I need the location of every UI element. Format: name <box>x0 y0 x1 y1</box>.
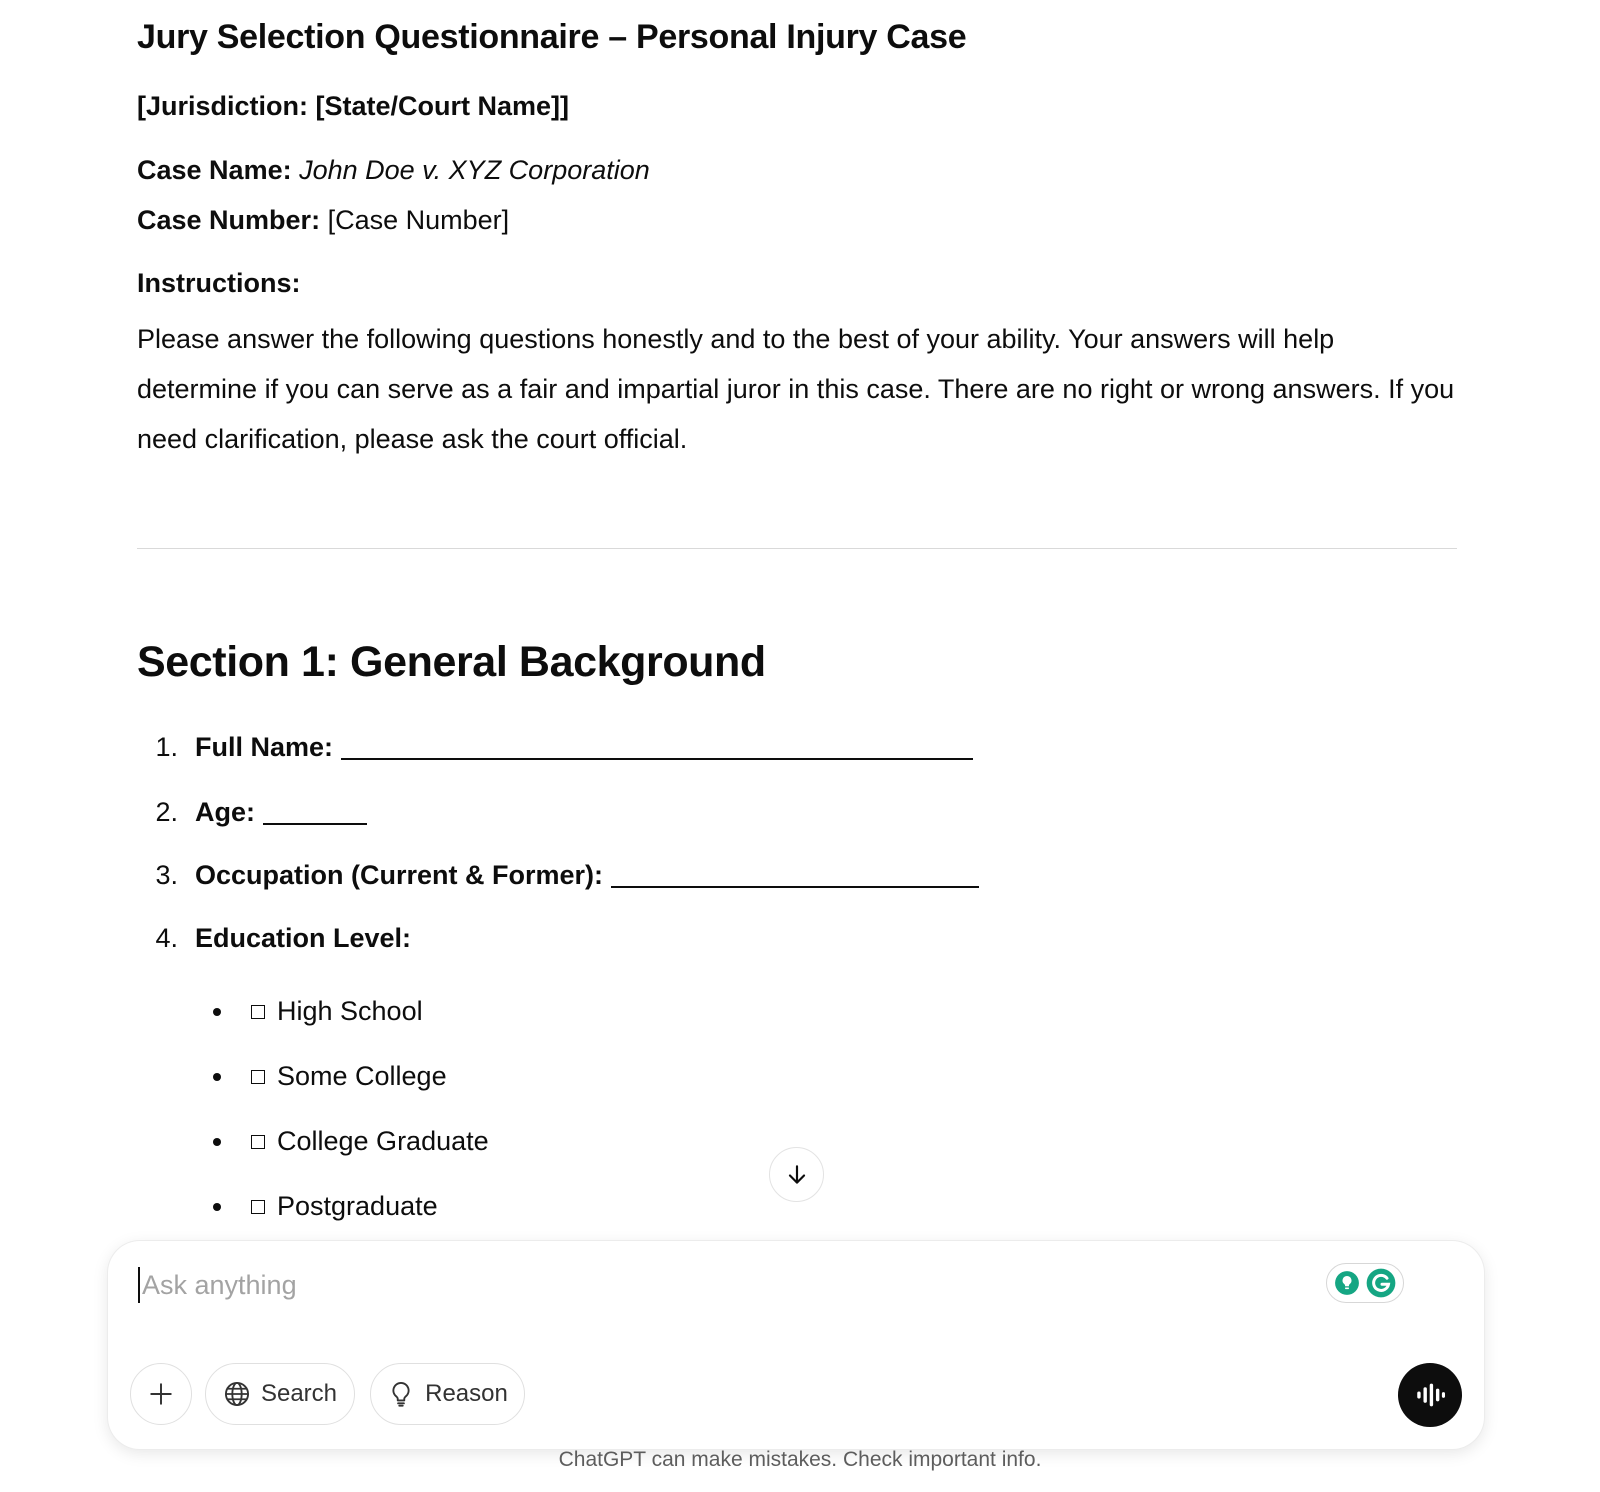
horizontal-divider <box>137 548 1457 549</box>
instructions-body: Please answer the following questions honestly and to the best of your ability. Your answers will help determine if you can serve as a fair and impartial juror in this case. There are no right or wrong answers. If you need clarification, please ask the court official. <box>137 324 1455 454</box>
education-option <box>213 1061 447 1092</box>
checkbox-icon <box>251 1070 265 1084</box>
education-option <box>213 1191 438 1222</box>
question-item <box>137 730 973 763</box>
question-label: Education Level: <box>195 923 412 953</box>
bullet-icon <box>213 1073 221 1081</box>
question-label: Full Name: <box>195 732 334 762</box>
question-item <box>137 858 979 891</box>
bullet-icon <box>213 1203 221 1211</box>
voice-waveform-icon <box>1413 1378 1447 1412</box>
search-button-label: Search <box>260 1380 338 1407</box>
question-item <box>137 923 411 954</box>
bullet-icon <box>213 1008 221 1016</box>
case-number-value: [Case Number] <box>327 205 510 235</box>
case-name-value: John Doe v. XYZ Corporation <box>299 155 650 185</box>
globe-icon <box>223 1380 251 1408</box>
education-option <box>213 1126 489 1157</box>
option-label: Postgraduate <box>277 1191 438 1221</box>
document-title: Jury Selection Questionnaire – Personal Injury Case <box>137 18 967 56</box>
answer-blank <box>341 734 973 760</box>
add-attachment-button[interactable] <box>130 1363 192 1425</box>
question-number: 3. <box>155 860 178 890</box>
question-label: Occupation (Current & Former): <box>195 860 604 890</box>
grammarly-icon[interactable] <box>1366 1268 1396 1298</box>
section-title: Section 1: General Background <box>137 638 766 686</box>
question-item <box>137 795 367 828</box>
question-number: 4. <box>155 923 178 953</box>
chat-composer <box>108 1241 1484 1449</box>
checkbox-icon <box>251 1135 265 1149</box>
reason-button[interactable] <box>370 1363 525 1425</box>
arrow-down-icon <box>784 1162 810 1188</box>
prompt-input[interactable] <box>138 1267 1242 1303</box>
option-label: College Graduate <box>277 1126 489 1156</box>
scroll-to-bottom-button[interactable] <box>769 1147 824 1202</box>
case-number-label: Case Number: <box>137 205 321 235</box>
grammarly-suggestion-icon[interactable] <box>1334 1270 1360 1296</box>
case-name-label: Case Name: <box>137 155 292 185</box>
plus-icon <box>148 1381 174 1407</box>
education-option <box>213 996 423 1027</box>
lightbulb-icon <box>387 1380 415 1408</box>
voice-mode-button[interactable] <box>1398 1363 1462 1427</box>
option-label: Some College <box>277 1061 447 1091</box>
grammarly-widget[interactable] <box>1326 1263 1404 1303</box>
answer-blank <box>611 862 979 888</box>
case-name-line <box>137 155 650 186</box>
question-label: Age: <box>195 797 255 827</box>
reason-button-label: Reason <box>425 1380 508 1407</box>
answer-blank <box>263 799 367 825</box>
bullet-icon <box>213 1138 221 1146</box>
question-number: 2. <box>155 797 178 827</box>
option-label: High School <box>277 996 423 1026</box>
checkbox-icon <box>251 1005 265 1019</box>
instructions-heading: Instructions: <box>137 268 301 298</box>
jurisdiction-line: [Jurisdiction: [State/Court Name]] <box>137 91 570 121</box>
case-number-line <box>137 205 509 236</box>
question-number: 1. <box>155 732 178 762</box>
checkbox-icon <box>251 1200 265 1214</box>
disclaimer-text: ChatGPT can make mistakes. Check important info. <box>558 1448 1042 1471</box>
search-button[interactable] <box>205 1363 355 1425</box>
